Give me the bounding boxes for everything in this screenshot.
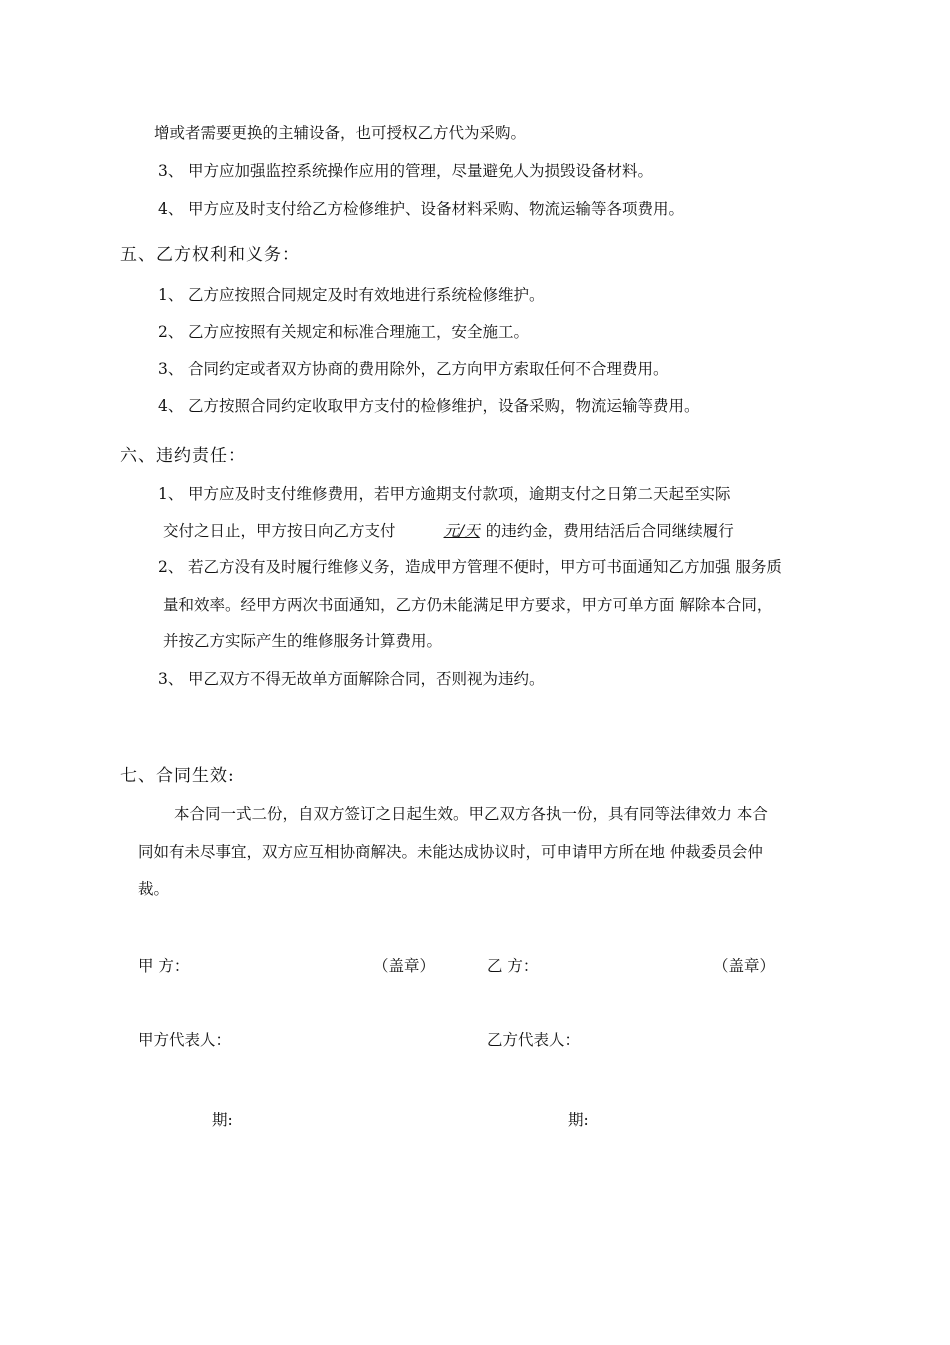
clause-item [158, 285, 545, 305]
party-b-label: 乙 方： [487, 957, 539, 975]
party-a-seal: （盖章） [373, 957, 436, 975]
clause-item [158, 669, 545, 689]
clause-text: 交付之日止，甲方按日向乙方支付 [163, 522, 396, 540]
clause-text: 合同约定或者双方协商的费用除外，乙方向甲方索取任何不合理费用。 [188, 360, 669, 378]
clause-number: 2、 [158, 323, 184, 341]
clause-text: 乙方按照合同约定收取甲方支付的检修维护，设备采购，物流运输等费用。 [188, 397, 700, 415]
clause-continuation: 并按乙方实际产生的维修服务计算费用。 [163, 632, 443, 650]
clause-text: 乙方应按照有关规定和标准合理施工，安全施工。 [188, 323, 530, 341]
paragraph-line: 本合同一式二份，自双方签订之日起生效。甲乙双方各执一份，具有同等法律效力 本合 [174, 805, 768, 823]
paragraph-line: 裁。 [138, 880, 170, 898]
clause-item [158, 557, 782, 577]
party-b-representative: 乙方代表人： [487, 1031, 581, 1049]
clause-text: 甲乙双方不得无故单方面解除合同，否则视为违约。 [188, 670, 545, 688]
clause-continuation [163, 521, 734, 541]
clause-text: 甲方应及时支付给乙方检修维护、设备材料采购、物流运输等各项费用。 [188, 200, 685, 218]
paragraph-line: 增或者需要更换的主辅设备，也可授权乙方代为采购。 [154, 124, 527, 142]
clause-item [158, 322, 529, 342]
clause-number: 4、 [158, 397, 184, 415]
section-heading: 六、违约责任： [120, 446, 246, 466]
clause-number: 2、 [158, 558, 184, 576]
clause-text: 甲方应加强监控系统操作应用的管理，尽量避免人为损毁设备材料。 [188, 162, 654, 180]
party-a-representative: 甲方代表人： [138, 1031, 232, 1049]
clause-text: 的违约金，费用结活后合同继续履行 [485, 522, 734, 540]
clause-number: 3、 [158, 360, 184, 378]
clause-number: 1、 [158, 485, 184, 503]
party-a-label: 甲 方： [138, 957, 190, 975]
clause-number: 1、 [158, 286, 184, 304]
section-heading: 七、合同生效: [120, 766, 235, 786]
clause-text: 若乙方没有及时履行维修义务，造成甲方管理不便时，甲方可书面通知乙方加强 服务质 [188, 558, 782, 576]
clause-item [158, 199, 684, 219]
clause-number: 3、 [158, 162, 184, 180]
clause-text: 甲方应及时支付维修费用，若甲方逾期支付款项，逾期支付之日第二天起至实际 [188, 485, 731, 503]
section-heading: 五、乙方权利和义务： [120, 245, 300, 265]
clause-number: 4、 [158, 200, 184, 218]
party-b-seal: （盖章） [713, 957, 776, 975]
clause-item [158, 396, 700, 416]
penalty-rate-unit: 元/天 [443, 522, 480, 540]
clause-item [158, 359, 669, 379]
party-a-date: 期: [212, 1111, 233, 1129]
clause-text: 乙方应按照合同规定及时有效地进行系统检修维护。 [188, 286, 545, 304]
paragraph-line: 同如有未尽事宜，双方应互相协商解决。未能达成协议时，可申请甲方所在地 仲裁委员会仲 [138, 843, 763, 861]
clause-item [158, 161, 653, 181]
clause-continuation: 量和效率。经甲方两次书面通知，乙方仍未能满足甲方要求，甲方可单方面 解除本合同， [163, 596, 773, 614]
party-b-date: 期: [568, 1111, 589, 1129]
clause-number: 3、 [158, 670, 184, 688]
clause-item [158, 484, 731, 504]
